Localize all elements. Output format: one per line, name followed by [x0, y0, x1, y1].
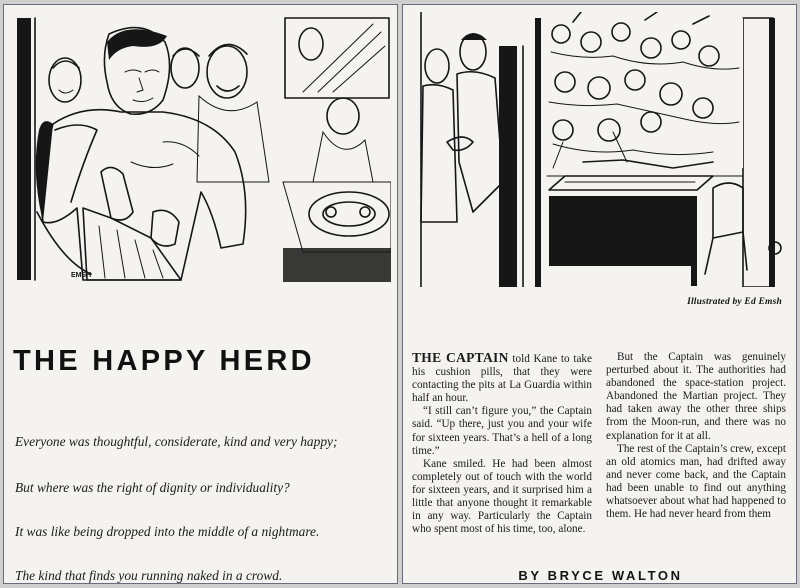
party-crowd: [547, 12, 743, 168]
paragraph-1: [412, 351, 592, 405]
illustration-drawing: [13, 12, 391, 282]
illustration-drawing-right: [413, 12, 787, 287]
story-title: THE HAPPY HERD: [13, 345, 315, 377]
dropcap-lead: THE CAPTAIN: [412, 350, 509, 365]
right-page: [402, 4, 797, 584]
blurb-line-3: It was like being dropped into the middle of a nightmare.: [15, 524, 320, 539]
paragraph-5: The rest of the Captain’s crew, except an old atomics man, had drifted away and never come back, and the Captain had been unable to find out anything whatsoever about what had happened to them. He had never heard from them: [606, 442, 786, 521]
story-column-1: [412, 351, 592, 536]
blurb-line-4: The kind that finds you running naked in a crowd.: [15, 568, 283, 583]
artist-signature: EMSH: [71, 272, 92, 279]
door-frame: [17, 18, 31, 280]
bed: [549, 196, 697, 266]
blurb-line-2: But where was the right of dignity or individuality?: [15, 480, 290, 495]
story-column-2: [606, 351, 786, 521]
illustration-naked-man-in-crowd: [13, 12, 391, 282]
blurb-line-1: Everyone was thoughtful, considerate, kind and very happy;: [15, 434, 338, 449]
paragraph-4: But the Captain was genuinely perturbed about it. The authorities had abandoned the space-station project. Abandoned the Martian project. They had taken away the other three ships from the Moon-run, and there was no explanation for it at all.: [606, 351, 786, 442]
paragraph-1-text: told Kane to take his cushion pills, that they were contacting the pits at La Guardia within half an hour.: [412, 353, 592, 405]
illustrator-credit: Illustrated by Ed Emsh: [687, 297, 782, 307]
paragraph-3: Kane smiled. He had been almost completely out of touch with the world for sixteen years, and it surprised him a little that anyone thought it remarkable in any way. Particularly the Captain who spent most of his time, too, alone.: [412, 457, 592, 536]
author-byline: BY BRYCE WALTON: [518, 568, 683, 583]
left-page: [3, 4, 398, 584]
illustration-party-room: [413, 12, 787, 287]
paragraph-2: “I still can’t figure you,” the Captain said. “Up there, just you and your wife for sixteen years. That’s a hell of a long time.”: [412, 405, 592, 457]
